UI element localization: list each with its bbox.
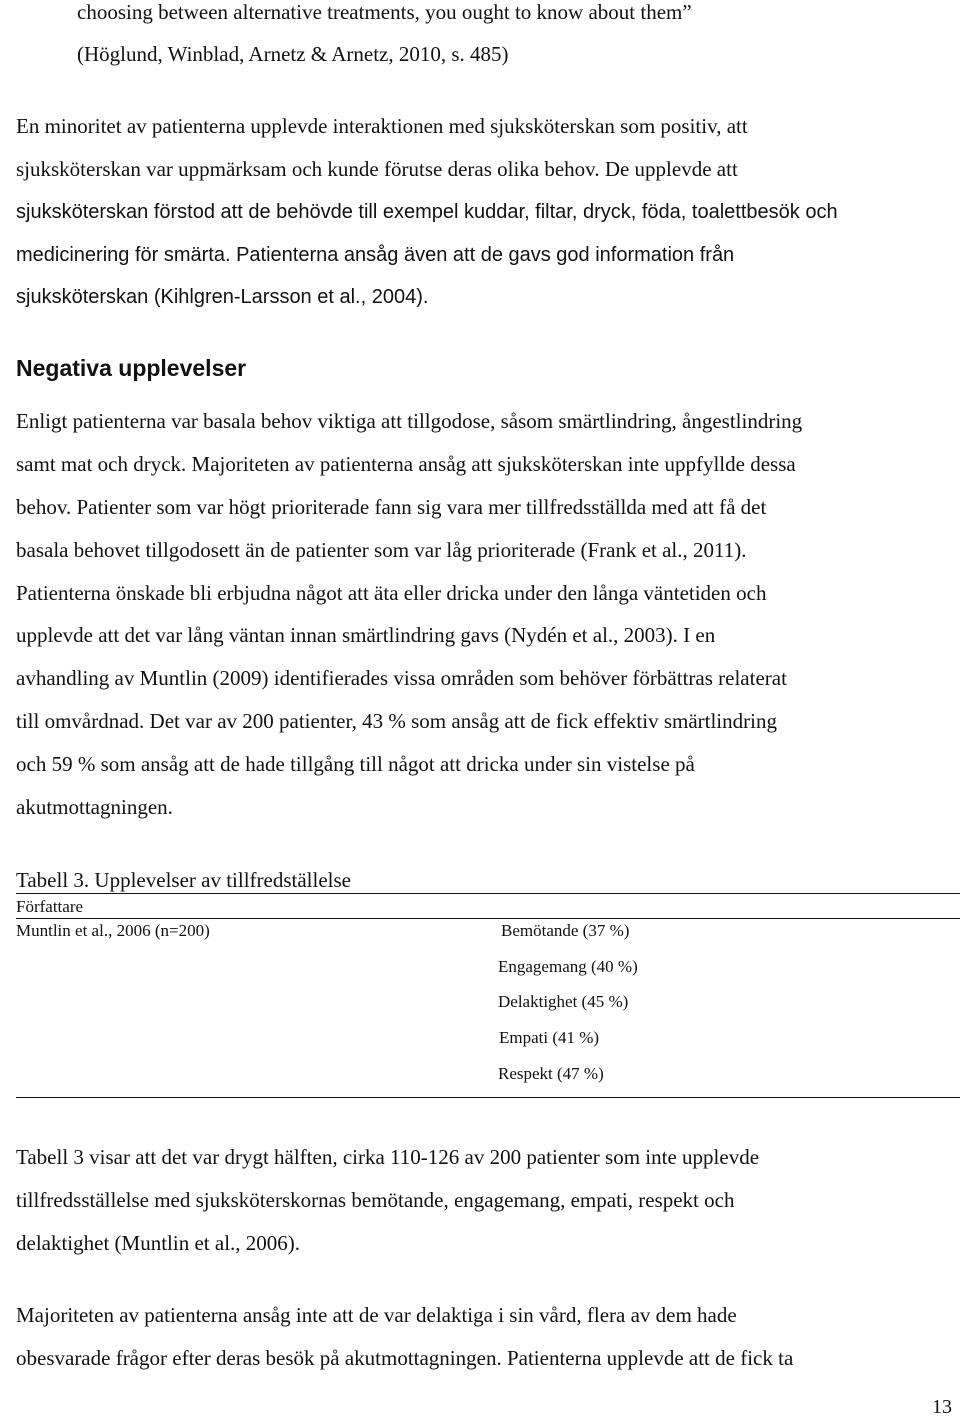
paragraph-line: sjuksköterskan var uppmärksam och kunde förutse deras olika behov. De upplevde att	[16, 157, 738, 181]
quote-line: choosing between alternative treatments, you ought to know about them”	[77, 0, 692, 24]
paragraph-line: samt mat och dryck. Majoriteten av patienterna ansåg att sjuksköterskan inte uppfyllde dessa	[16, 452, 796, 476]
table-caption: Tabell 3. Upplevelser av tillfredställelse	[16, 868, 351, 892]
table-header-rule	[16, 918, 960, 919]
paragraph-line: Patienterna önskade bli erbjudna något att äta eller dricka under den långa väntetiden och	[16, 581, 767, 605]
table-header-author: Författare	[16, 897, 84, 916]
paragraph-line: delaktighet (Muntlin et al., 2006).	[16, 1231, 301, 1255]
table-cell-item: Engagemang (40 %)	[498, 957, 638, 976]
paragraph-line: basala behovet tillgodosett än de patienter som var låg prioriterade (Frank et al., 2011).	[16, 538, 747, 562]
table-bottom-rule	[16, 1097, 960, 1098]
paragraph-line: avhandling av Muntlin (2009) identifierades vissa områden som behöver förbättras relaterat	[16, 666, 787, 690]
quote-citation-line: (Höglund, Winblad, Arnetz & Arnetz, 2010, s. 485)	[77, 42, 509, 66]
paragraph-line: upplevde att det var lång väntan innan smärtlindring gavs (Nydén et al., 2003). I en	[16, 623, 716, 647]
paragraph-line: sjuksköterskan förstod att de behövde till exempel kuddar, filtar, dryck, föda, toalettbesök och	[16, 201, 838, 223]
section-heading: Negativa upplevelser	[16, 355, 247, 381]
page-number: 13	[932, 1396, 952, 1418]
paragraph-line: Enligt patienterna var basala behov viktiga att tillgodose, såsom smärtlindring, ångestlindring	[16, 409, 803, 433]
table-cell-item: Respekt (47 %)	[498, 1064, 604, 1083]
table-top-rule	[16, 893, 960, 894]
paragraph-line: Tabell 3 visar att det var drygt hälften, cirka 110-126 av 200 patienter som inte upplevde	[16, 1145, 760, 1169]
paragraph-line: medicinering för smärta. Patienterna ansåg även att de gavs god information från	[16, 244, 735, 266]
paragraph-line: Majoriteten av patienterna ansåg inte att de var delaktiga i sin vård, flera av dem hade	[16, 1303, 737, 1327]
paragraph-line: tillfredsställelse med sjuksköterskornas bemötande, engagemang, empati, respekt och	[16, 1188, 735, 1212]
table-cell-item: Bemötande (37 %)	[501, 921, 630, 940]
paragraph-line: behov. Patienter som var högt prioriterade fann sig vara mer tillfredsställda med att få det	[16, 495, 767, 519]
table-cell-author: Muntlin et al., 2006 (n=200)	[16, 921, 210, 940]
table-cell-item: Delaktighet (45 %)	[498, 992, 629, 1011]
paragraph-line: sjuksköterskan (Kihlgren-Larsson et al., 2004).	[16, 286, 429, 308]
paragraph-line: obesvarade frågor efter deras besök på akutmottagningen. Patienterna upplevde att de fick ta	[16, 1346, 794, 1370]
paragraph-line: och 59 % som ansåg att de hade tillgång till något att dricka under sin vistelse på	[16, 752, 695, 776]
paragraph-line: till omvårdnad. Det var av 200 patienter, 43 % som ansåg att de fick effektiv smärtlindring	[16, 709, 777, 733]
paragraph-line: En minoritet av patienterna upplevde interaktionen med sjuksköterskan som positiv, att	[16, 114, 748, 138]
paragraph-line: akutmottagningen.	[16, 795, 173, 819]
table-cell-item: Empati (41 %)	[499, 1028, 600, 1047]
